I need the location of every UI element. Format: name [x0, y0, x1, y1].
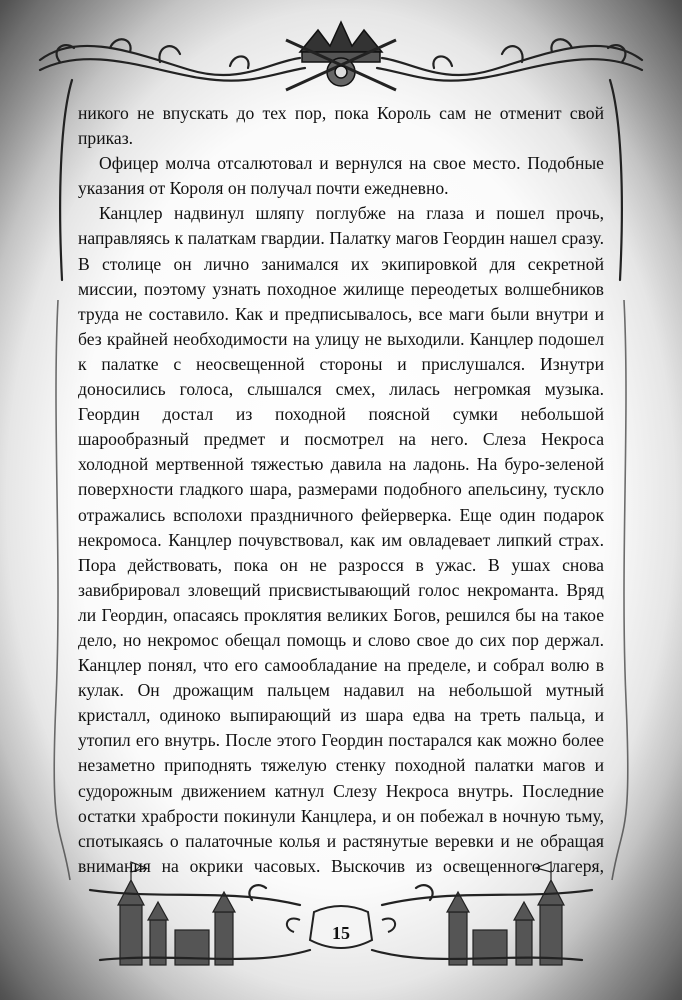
paragraph-2: Офицер молча отсалютовал и вернулся на свое место. Подобные указания от Короля он получал почти ежедневно. — [78, 153, 604, 199]
page-number: 15 — [332, 923, 350, 943]
body-text — [78, 101, 604, 881]
paragraph-3: Канцлер надвинул шляпу поглубже на глаза и пошел прочь, направляясь к палаткам гвардии. Палатку магов Геордин нашел сразу. В столице он лично занимался их экипировкой для секретной миссии, поэтому узнать походное жилище переодетых волшебников труда не составило. Как и предписывалось, все маги были внутри и без крайней необходимости на улицу не выходили. Канцлер подошел к палатке с неосвещенной стороны и прислушался. Изнутри доносились голоса, слышался смех, лилась негромкая музыка. Геордин достал из походной поясной сумки небольшой шарообразный предмет и посмотрел на него. Слеза Некроса холодной мертвенной тяжестью давила на ладонь. На буро-зеленой поверхности гладкого шара, размерами подобного апельсину, тускло отражались всполохи праздничного фейерверка. Еще один подарок некромоса. Канцлер почувствовал, как им овладевает липкий страх. Пора действовать, пока он не разросся в ужас. В ушах снова завибрировал зловещий присвистывающий голос некроманта. Вряд ли Геордин, опасаясь проклятия великих Богов, решился бы на такое дело, но некромос обещал помощь и слово свое до сих пор держал. Канцлер понял, что его самообладание на пределе, и собрал волю в кулак. Он дрожащим пальцем надавил на небольшой мутный кристалл, одиноко выпирающий из шара едва на треть пальца, и утопил его внутрь. После этого Геордин постарался как можно более незаметно приподнять тяжелую стенку походной палатки магов и судорожным движением катнул Слезу Некроса внутрь. Последние остатки храбрости покинули Канцлера, и он побежал в ночную тьму, спотыкаясь о палаточные колья и растянутые веревки и не обращая внимания на окрики часовых. Выскочив из освещенного лагеря, — [78, 203, 604, 876]
paragraph-1: никого не впускать до тех пор, пока Король сам не отменит свой приказ. — [78, 103, 604, 149]
